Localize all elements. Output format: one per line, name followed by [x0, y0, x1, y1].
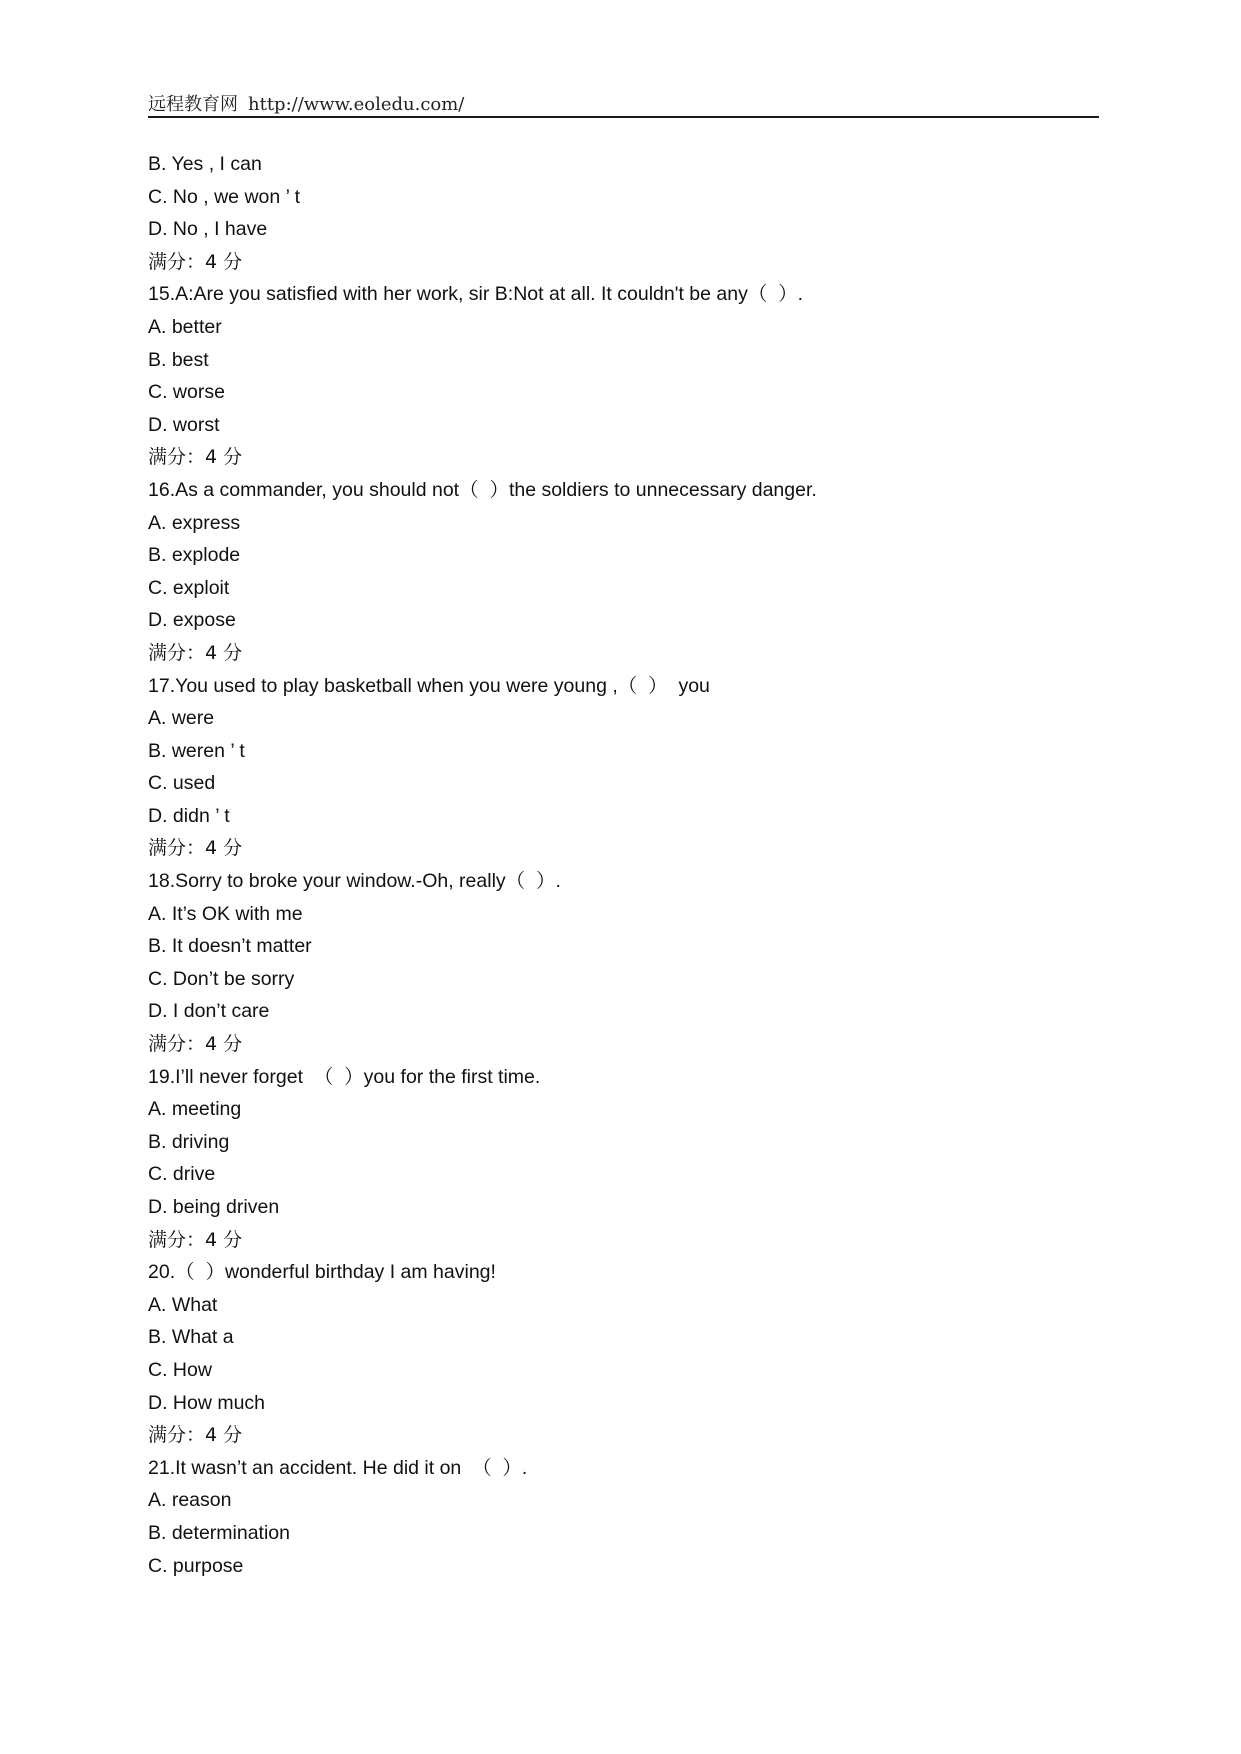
answer-option: B. Yes , I can — [148, 153, 262, 175]
score-line: 满分：4 分 — [148, 1228, 243, 1251]
answer-option: B. best — [148, 348, 209, 371]
answer-option: A. were — [148, 707, 215, 730]
answer-option: C. used — [148, 772, 216, 795]
answer-option: D. being driven — [148, 1196, 280, 1218]
answer-option: C. No , we won ’ t — [148, 185, 301, 208]
answer-option: D. How much — [148, 1391, 266, 1414]
question-text: 17.You used to play basketball when you were young ,（ ） you — [148, 674, 710, 697]
answer-option: D. didn ’ t — [148, 804, 230, 827]
question-text: 15.A:Are you satisfied with her work, sir B:Not at all. It couldn't be any（ ）. — [148, 283, 804, 306]
question-text: 19.I’ll never forget （ ）you for the first time. — [148, 1065, 541, 1088]
answer-option: B. What a — [148, 1326, 234, 1349]
score-line: 满分：4 分 — [148, 250, 243, 273]
answer-option: A. express — [148, 511, 241, 534]
answer-option: B. It doesn’t matter — [148, 935, 312, 958]
score-line: 满分：4 分 — [148, 1424, 243, 1447]
question-list — [148, 148, 1108, 1582]
header-site-name: 远程教育网 — [148, 94, 238, 115]
answer-option: D. expose — [148, 609, 236, 632]
answer-option: C. Don’t be sorry — [148, 967, 295, 990]
answer-option: D. worst — [148, 413, 220, 436]
answer-option: D. No , I have — [148, 218, 268, 241]
header-text — [148, 90, 464, 116]
header-url: http://www.eoledu.com/ — [248, 94, 465, 115]
question-text: 21.It wasn’t an accident. He did it on （ ）. — [148, 1456, 528, 1479]
score-line: 满分：4 分 — [148, 641, 243, 664]
answer-option: C. exploit — [148, 576, 230, 599]
answer-option: A. reason — [148, 1489, 232, 1512]
answer-option: C. purpose — [148, 1554, 244, 1577]
answer-option: C. worse — [148, 381, 225, 404]
question-text: 18.Sorry to broke your window.-Oh, really（ ）. — [148, 870, 561, 893]
answer-option: A. What — [148, 1293, 218, 1316]
answer-option: D. I don’t care — [148, 1000, 270, 1023]
answer-option: C. How — [148, 1358, 212, 1381]
question-text: 16.As a commander, you should not（ ）the soldiers to unnecessary danger. — [148, 478, 817, 501]
page-header — [148, 86, 1099, 118]
question-text: 20.（ ）wonderful birthday I am having! — [148, 1261, 496, 1284]
answer-option: A. meeting — [148, 1098, 242, 1121]
answer-option: B. weren ’ t — [148, 739, 245, 762]
answer-option: C. drive — [148, 1163, 216, 1186]
answer-option: A. It’s OK with me — [148, 902, 303, 925]
answer-option: B. explode — [148, 544, 241, 567]
score-line: 满分：4 分 — [148, 1033, 243, 1056]
answer-option: B. driving — [148, 1130, 230, 1153]
score-line: 满分：4 分 — [148, 446, 243, 469]
answer-option: A. better — [148, 315, 222, 338]
answer-option: B. determination — [148, 1521, 290, 1544]
score-line: 满分：4 分 — [148, 837, 243, 860]
